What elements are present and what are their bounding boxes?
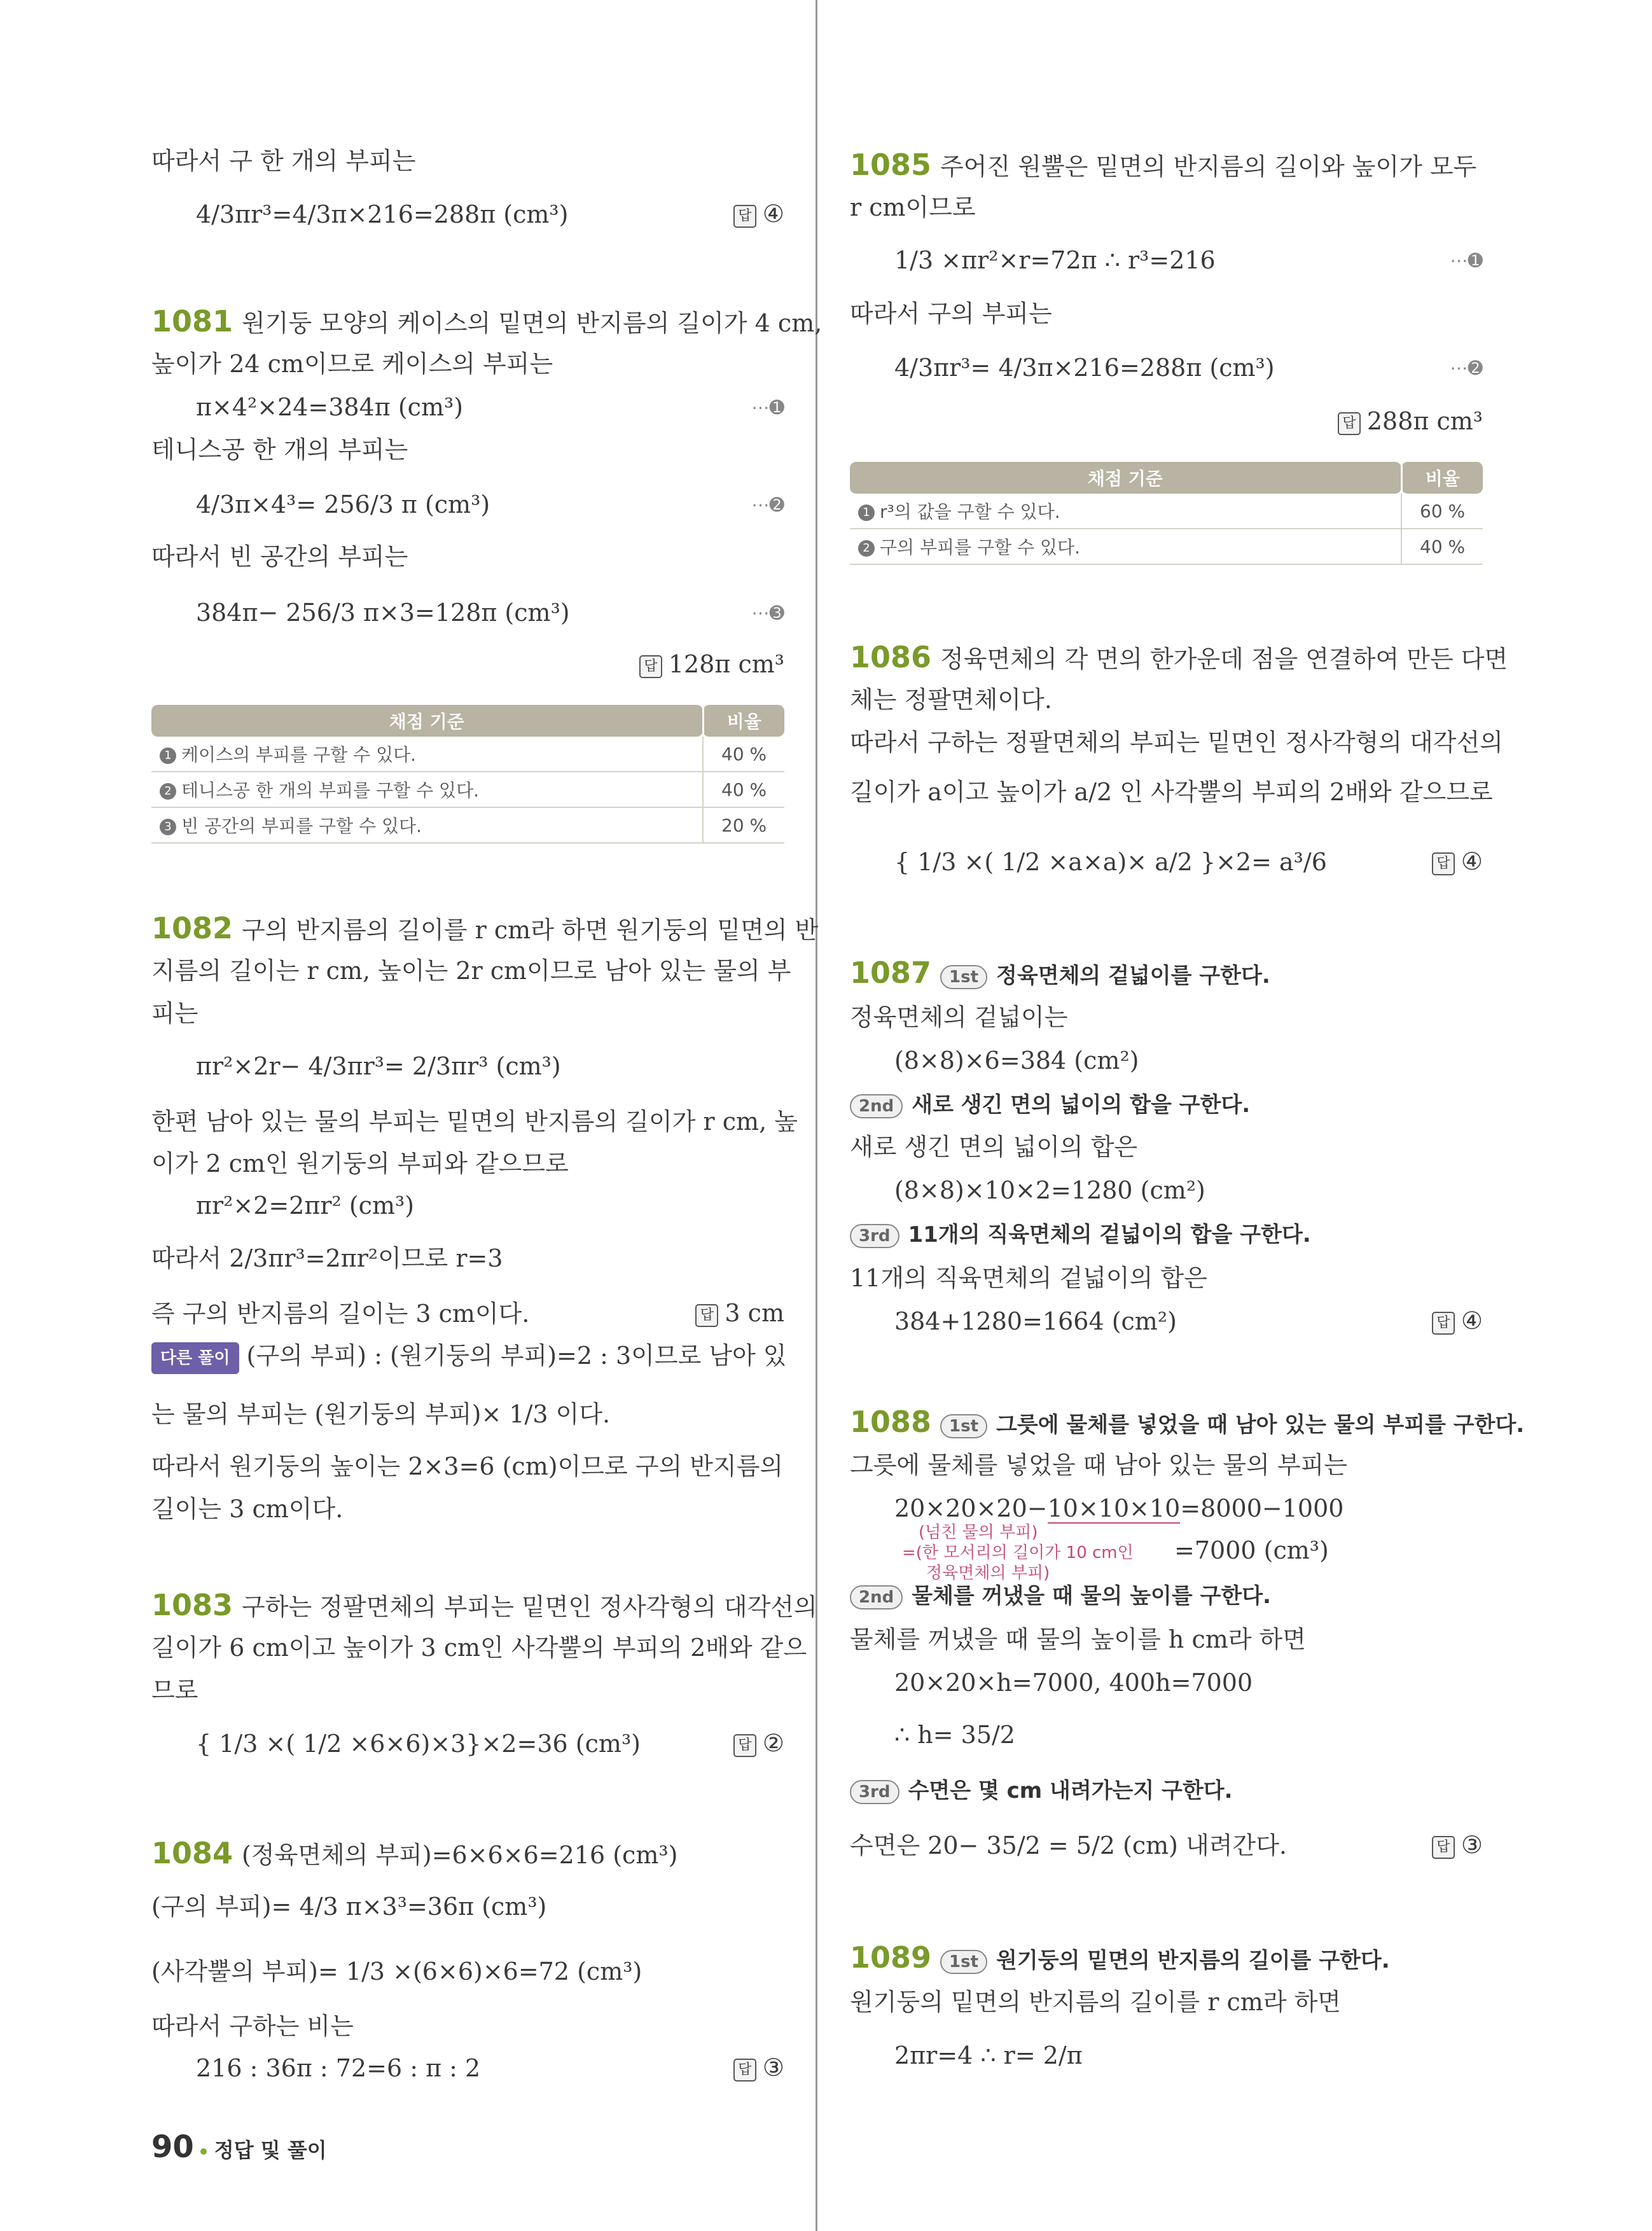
equation: 20×20×20−10×10×10=8000−1000 — [894, 1494, 1344, 1522]
text-line: 따라서 구하는 정팔면체의 부피는 밑면인 정사각형의 대각선의 — [850, 728, 1503, 756]
footer-title: 정답 및 풀이 — [214, 2138, 327, 2162]
grading-table — [850, 462, 1483, 565]
problem-1085-line: 1085 주어진 원뿔은 밑면의 반지름의 길이와 높이가 모두 — [850, 148, 1477, 182]
table-header: 비율 — [1401, 462, 1483, 494]
answer-icon: 답 — [733, 205, 756, 228]
page-number: 90 — [151, 2129, 194, 2165]
equation: 216 : 36π : 72=6 : π : 2 — [196, 2054, 481, 2082]
answer-mark: 답 ④ — [1432, 847, 1483, 875]
answer-mark: 답 288π cm³ — [1338, 407, 1483, 435]
answer-icon: 답 — [1432, 1312, 1455, 1335]
answer-icon: 답 — [1338, 412, 1361, 435]
text-line: 물체를 꺼냈을 때 물의 높이를 h cm라 하면 — [850, 1625, 1306, 1653]
equation: 4/3πr³= 4/3π×216=288π (cm³) — [894, 354, 1275, 382]
annotation: (넘친 물의 부피) — [919, 1523, 1038, 1542]
text-line: r cm이므로 — [850, 193, 976, 221]
alt-solution-badge: 다른 풀이 — [151, 1342, 239, 1374]
text-line: 체는 정팔면체이다. — [850, 686, 1052, 714]
annotation: 정육면체의 부피) — [926, 1564, 1050, 1583]
problem-1087-line: 1087 1st 정육면체의 겉넓이를 구한다. — [850, 956, 1270, 990]
answer-icon: 답 — [1432, 852, 1455, 875]
table-row: 1 케이스의 부피를 구할 수 있다. 40 % — [151, 737, 784, 772]
text-line: 높이가 24 cm이므로 케이스의 부피는 — [151, 350, 553, 378]
answer-mark: 답 128π cm³ — [639, 650, 784, 678]
table-row: 3 빈 공간의 부피를 구할 수 있다. 20 % — [151, 807, 784, 843]
step-heading: 2nd 새로 생긴 면의 넓이의 합을 구한다. — [850, 1089, 1250, 1120]
text-line: 피는 — [151, 999, 198, 1027]
problem-1083-line: 1083 구하는 정팔면체의 부피는 밑면인 정사각형의 대각선의 — [151, 1588, 817, 1622]
text-line: 즉 구의 반지름의 길이는 3 cm이다. — [151, 1300, 530, 1328]
answer-icon: 답 — [639, 655, 662, 678]
equation: 4/3π×4³= 256/3 π (cm³) — [196, 490, 490, 518]
text-line: 따라서 원기둥의 높이는 2×3=6 (cm)이므로 구의 반지름의 — [151, 1452, 784, 1480]
equation: πr²×2r− 4/3πr³= 2/3πr³ (cm³) — [196, 1052, 561, 1080]
table-header: 채점 기준 — [151, 705, 703, 737]
text-line: 는 물의 부피는 (원기둥의 부피)× 1/3 이다. — [151, 1400, 611, 1428]
step-tag: 2nd — [850, 1585, 903, 1609]
equation: (8×8)×10×2=1280 (cm²) — [894, 1176, 1205, 1204]
text-line: 길이는 3 cm이다. — [151, 1495, 344, 1523]
equation: (8×8)×6=384 (cm²) — [894, 1046, 1139, 1074]
text-line: 길이가 6 cm이고 높이가 3 cm인 사각뿔의 부피의 2배와 같으 — [151, 1634, 807, 1662]
step-tag: 3rd — [850, 1224, 899, 1248]
text-line: (사각뿔의 부피)= 1/3 ×(6×6)×6=72 (cm³) — [151, 1957, 642, 1985]
table-header: 채점 기준 — [850, 462, 1401, 494]
problem-1086-line: 1086 정육면체의 각 면의 한가운데 점을 연결하여 만든 다면 — [850, 640, 1508, 674]
equation: 2πr=4 ∴ r= 2/π — [894, 2041, 1083, 2069]
text-line: 다른 풀이 (구의 부피) : (원기둥의 부피)=2 : 3이므로 남아 있 — [151, 1341, 787, 1374]
step-marker: ⋯➋ — [1450, 358, 1483, 379]
text-line: 길이가 a이고 높이가 a/2 인 사각뿔의 부피의 2배와 같으므로 — [850, 778, 1493, 806]
step-marker: ⋯➊ — [751, 397, 784, 418]
bullet-dot — [200, 2148, 207, 2155]
problem-number: 1088 — [850, 1405, 932, 1439]
step-tag: 1st — [940, 965, 987, 989]
text-line: 므로 — [151, 1676, 198, 1704]
answer-icon: 답 — [733, 1734, 756, 1757]
text-line: 지름의 길이는 r cm, 높이는 2r cm이므로 남아 있는 물의 부 — [151, 957, 791, 985]
problem-number: 1086 — [850, 640, 932, 674]
text-line: 테니스공 한 개의 부피는 — [151, 436, 408, 464]
equation: 1/3 ×πr²×r=72π ∴ r³=216 — [894, 246, 1216, 274]
answer-mark: 답 ② — [733, 1729, 784, 1757]
text-line: 한편 남아 있는 물의 부피는 밑면의 반지름의 길이가 r cm, 높 — [151, 1108, 798, 1136]
text-line: 새로 생긴 면의 넓이의 합은 — [850, 1133, 1138, 1161]
text-line: 따라서 빈 공간의 부피는 — [151, 543, 408, 571]
equation: { 1/3 ×( 1/2 ×6×6)×3}×2=36 (cm³) — [196, 1730, 641, 1758]
answer-mark: 답 ④ — [1432, 1307, 1483, 1335]
answer-mark: 답 ③ — [733, 2054, 784, 2082]
equation: π×4²×24=384π (cm³) — [196, 393, 464, 421]
text-line: 따라서 구하는 비는 — [151, 2012, 354, 2040]
problem-1089-line: 1089 1st 원기둥의 밑면의 반지름의 길이를 구한다. — [850, 1940, 1390, 1975]
step-heading: 3rd 수면은 몇 cm 내려가는지 구한다. — [850, 1775, 1233, 1805]
answer-icon: 답 — [733, 2059, 756, 2082]
answer-mark: 답 ③ — [1432, 1831, 1483, 1859]
step-marker: ⋯➋ — [751, 494, 784, 515]
text-line: 따라서 2/3πr³=2πr²이므로 r=3 — [151, 1244, 503, 1272]
annotation: =(한 모서리의 길이가 10 cm인 — [902, 1543, 1134, 1562]
problem-number: 1089 — [850, 1940, 932, 1975]
equation: πr²×2=2πr² (cm³) — [196, 1192, 415, 1220]
step-tag: 2nd — [850, 1094, 903, 1118]
table-row: 2 테니스공 한 개의 부피를 구할 수 있다. 40 % — [151, 772, 784, 807]
table-row: 1 r³의 값을 구할 수 있다. 60 % — [850, 494, 1483, 529]
text-line: 11개의 직육면체의 겉넓이의 합은 — [850, 1264, 1207, 1292]
problem-number: 1081 — [151, 304, 233, 338]
step-heading: 3rd 11개의 직육면체의 겉넓이의 합을 구한다. — [850, 1219, 1311, 1249]
table-row: 2 구의 부피를 구할 수 있다. 40 % — [850, 529, 1483, 564]
text-line: 따라서 구 한 개의 부피는 — [151, 147, 416, 175]
equation: 384π− 256/3 π×3=128π (cm³) — [196, 599, 570, 627]
text-line: 이가 2 cm인 원기둥의 부피와 같으므로 — [151, 1150, 569, 1178]
equation: { 1/3 ×( 1/2 ×a×a)× a/2 }×2= a³/6 — [894, 848, 1327, 876]
equation: 384+1280=1664 (cm²) — [894, 1307, 1177, 1335]
equation: 20×20×h=7000, 400h=7000 — [894, 1669, 1253, 1697]
problem-1081-line: 1081 원기둥 모양의 케이스의 밑면의 반지름의 길이가 4 cm, — [151, 304, 823, 338]
text-line: 그릇에 물체를 넣었을 때 남아 있는 물의 부피는 — [850, 1451, 1348, 1479]
answer-icon: 답 — [1432, 1836, 1455, 1859]
text-line: (구의 부피)= 4/3 π×3³=36π (cm³) — [151, 1893, 547, 1921]
problem-1088-line: 1088 1st 그릇에 물체를 넣었을 때 남아 있는 물의 부피를 구한다. — [850, 1405, 1525, 1439]
equation: ∴ h= 35/2 — [894, 1721, 1015, 1749]
problem-number: 1087 — [850, 956, 932, 990]
equation: =7000 (cm³) — [1174, 1536, 1329, 1564]
text-line: 정육면체의 겉넓이는 — [850, 1003, 1068, 1031]
answer-mark: 답 ④ — [733, 200, 784, 228]
grading-table — [151, 705, 784, 844]
problem-number: 1085 — [850, 148, 932, 182]
step-tag: 1st — [940, 1414, 987, 1438]
problem-number: 1082 — [151, 911, 233, 945]
step-marker: ⋯➊ — [1450, 250, 1483, 271]
answer-icon: 답 — [695, 1304, 718, 1327]
text-line: 따라서 구의 부피는 — [850, 300, 1052, 328]
text-line: 수면은 20− 35/2 = 5/2 (cm) 내려간다. — [850, 1831, 1287, 1859]
problem-1082-line: 1082 구의 반지름의 길이를 r cm라 하면 원기둥의 밑면의 반 — [151, 911, 819, 945]
step-tag: 1st — [940, 1950, 987, 1974]
step-tag: 3rd — [850, 1780, 899, 1804]
answer-mark: 답 3 cm — [695, 1299, 784, 1327]
problem-number: 1083 — [151, 1588, 233, 1622]
table-header: 비율 — [703, 705, 784, 737]
page-footer — [151, 2129, 327, 2165]
text-line: 원기둥의 밑면의 반지름의 길이를 r cm라 하면 — [850, 1988, 1341, 2016]
problem-number: 1084 — [151, 1836, 233, 1870]
equation: 4/3πr³=4/3π×216=288π (cm³) — [196, 200, 569, 228]
step-marker: ⋯➌ — [751, 602, 784, 623]
step-heading: 2nd 물체를 꺼냈을 때 물의 높이를 구한다. — [850, 1580, 1271, 1611]
problem-1084-line: 1084 (정육면체의 부피)=6×6×6=216 (cm³) — [151, 1836, 678, 1870]
